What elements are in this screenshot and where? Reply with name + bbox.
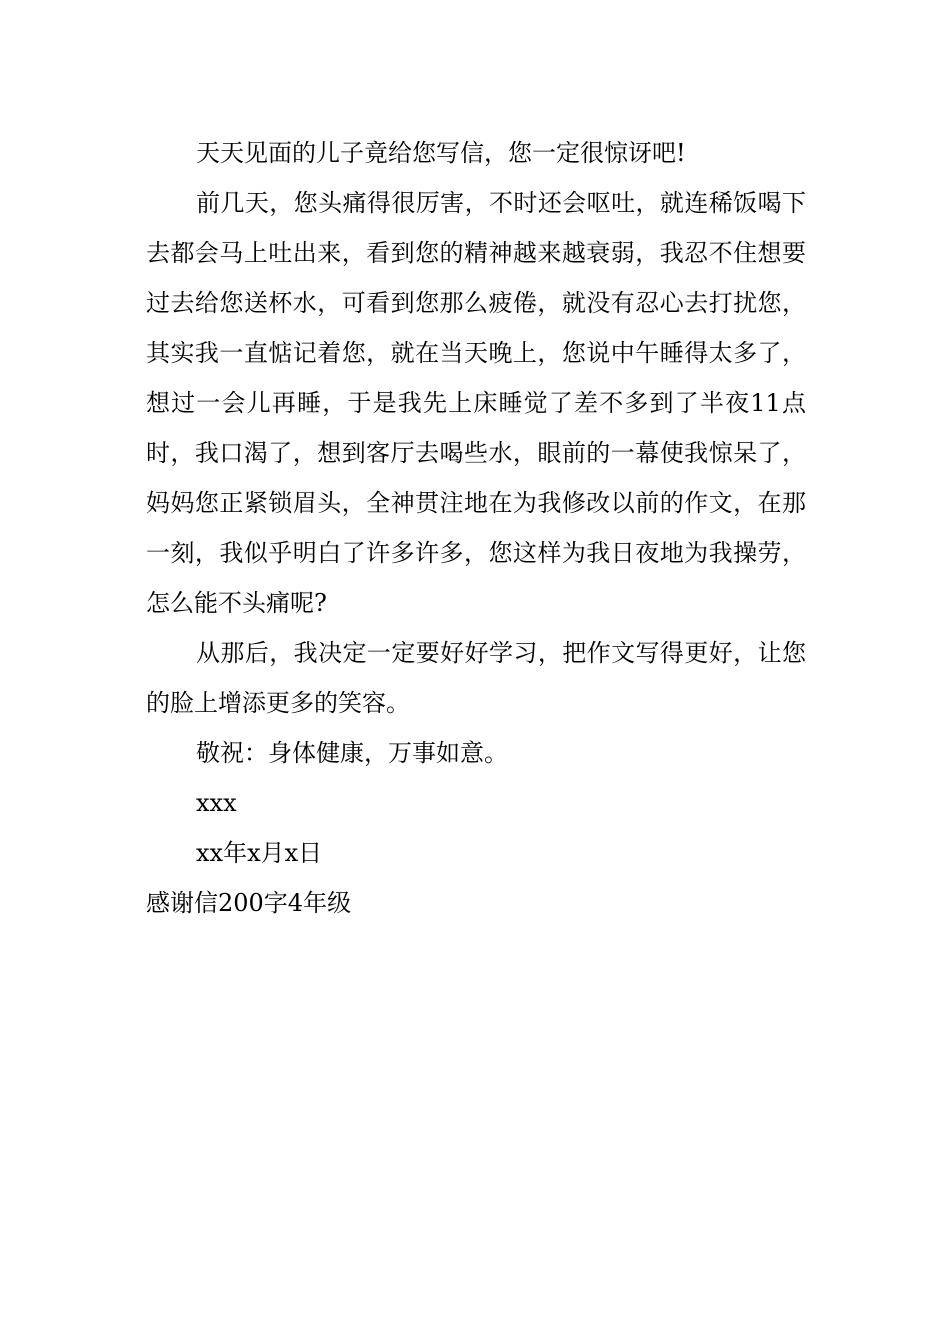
letter-closing: 敬祝：身体健康，万事如意。 xyxy=(196,739,508,767)
letter-date: xx年x月x日 xyxy=(196,839,323,867)
letter-paragraph-resolution: 从那后，我决定一定要好好学习，把作文写得更好，让您的脸上增添更多的笑容。 xyxy=(146,639,806,717)
letter-body xyxy=(146,128,806,928)
letter-paragraph-story: 前几天，您头痛得很厉害，不时还会呕吐，就连稀饭喝下去都会马上吐出来，看到您的精神越来越衰弱，我忍不住想要过去给您送杯水，可看到您那么疲倦，就没有忍心去打扰您，其实我一直惦记着您，就在当天晚上，您说中午睡得太多了，想过一会儿再睡，于是我先上床睡觉了差不多到了半夜11点时，我口渴了，想到客厅去喝些水，眼前的一幕使我惊呆了，妈妈您正紧锁眉头，全神贯注地在为我修改以前的作文，在那一刻，我似乎明白了许多许多，您这样为我日夜地为我操劳，怎么能不头痛呢? xyxy=(146,189,806,617)
next-article-heading: 感谢信200字4年级 xyxy=(146,889,352,917)
letter-signature: xxx xyxy=(196,789,237,817)
letter-paragraph-opening: 天天见面的儿子竟给您写信，您一定很惊讶吧! xyxy=(196,139,686,167)
